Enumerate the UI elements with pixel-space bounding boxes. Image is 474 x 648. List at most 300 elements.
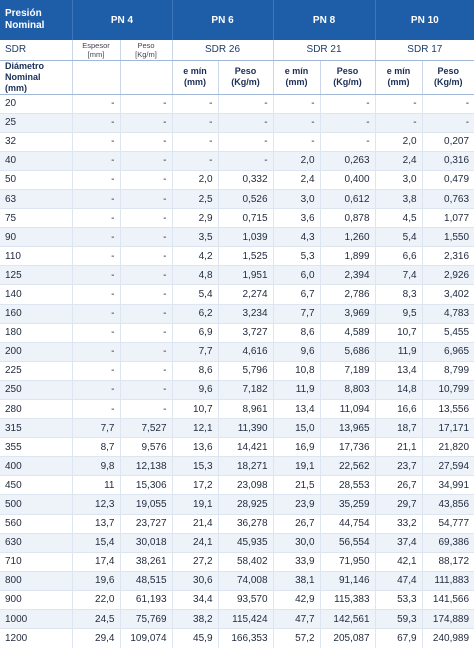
value-cell: 71,950 [320,552,375,571]
value-cell: - [422,94,474,113]
value-cell: 12,138 [120,457,172,476]
value-cell: 91,146 [320,571,375,590]
value-cell: 74,008 [218,571,273,590]
value-cell: - [120,170,172,189]
value-cell: 240,989 [422,629,474,648]
value-cell: - [72,266,120,285]
value-cell: 11 [72,476,120,495]
value-cell: 174,889 [422,610,474,629]
value-cell: 8,803 [320,380,375,399]
emin-header: e mín (mm) [273,60,320,94]
value-cell: 69,386 [422,533,474,552]
value-cell: - [120,361,172,380]
value-cell: 7,7 [72,419,120,438]
diameter-cell: 140 [0,285,72,304]
value-cell: 4,616 [218,342,273,361]
diameter-cell: 400 [0,457,72,476]
diameter-cell: 90 [0,228,72,247]
value-cell: 1,077 [422,209,474,228]
diameter-cell: 125 [0,266,72,285]
value-cell: 10,799 [422,380,474,399]
value-cell: 14,8 [375,380,422,399]
value-cell: 4,8 [172,266,218,285]
value-cell: 0,332 [218,170,273,189]
table-row [0,629,474,648]
value-cell: 44,754 [320,514,375,533]
value-cell: 58,402 [218,552,273,571]
value-cell: 11,9 [273,380,320,399]
value-cell: - [72,323,120,342]
value-cell: 0,763 [422,189,474,208]
table-row [0,94,474,113]
value-cell: 4,3 [273,228,320,247]
value-cell: 3,969 [320,304,375,323]
value-cell: 166,353 [218,629,273,648]
value-cell: 21,1 [375,438,422,457]
value-cell: 38,1 [273,571,320,590]
value-cell: 30,0 [273,533,320,552]
value-cell: 28,553 [320,476,375,495]
diameter-cell: 40 [0,151,72,170]
value-cell: - [172,151,218,170]
diameter-cell: 75 [0,209,72,228]
value-cell: 4,589 [320,323,375,342]
value-cell: 9,8 [72,457,120,476]
value-cell: 15,0 [273,419,320,438]
value-cell: - [218,94,273,113]
table-row [0,285,474,304]
table-row [0,247,474,266]
table-row [0,209,474,228]
diameter-cell: 225 [0,361,72,380]
value-cell: 19,055 [120,495,172,514]
value-cell: 7,7 [273,304,320,323]
value-cell: 15,3 [172,457,218,476]
value-cell: - [120,151,172,170]
value-cell: 16,9 [273,438,320,457]
diameter-cell: 500 [0,495,72,514]
pn4-header: PN 4 [72,0,172,40]
table-row [0,151,474,170]
value-cell: 2,9 [172,209,218,228]
value-cell: 3,402 [422,285,474,304]
value-cell: 0,263 [320,151,375,170]
value-cell: 29,4 [72,629,120,648]
value-cell: 3,8 [375,189,422,208]
pressure-header-row [0,0,474,40]
value-cell: - [72,304,120,323]
value-cell: 8,6 [172,361,218,380]
value-cell: 23,098 [218,476,273,495]
value-cell: 5,455 [422,323,474,342]
value-cell: - [320,94,375,113]
value-cell: 57,2 [273,629,320,648]
sdr-label: SDR [0,40,72,60]
value-cell: 93,570 [218,590,273,609]
value-cell: - [120,209,172,228]
value-cell: 24,1 [172,533,218,552]
emin-header: e mín (mm) [172,60,218,94]
value-cell: 2,926 [422,266,474,285]
value-cell: 13,6 [172,438,218,457]
value-cell: 5,796 [218,361,273,380]
diameter-cell: 200 [0,342,72,361]
value-cell: 3,5 [172,228,218,247]
value-cell: - [72,400,120,419]
value-cell: 7,182 [218,380,273,399]
value-cell: - [120,189,172,208]
value-cell: - [120,400,172,419]
table-row [0,476,474,495]
value-cell: 9,5 [375,304,422,323]
table-row [0,533,474,552]
value-cell: - [172,94,218,113]
value-cell: 1,899 [320,247,375,266]
value-cell: 45,9 [172,629,218,648]
value-cell: 22,562 [320,457,375,476]
value-cell: 59,3 [375,610,422,629]
value-cell: 2,0 [375,132,422,151]
value-cell: 17,736 [320,438,375,457]
diameter-cell: 110 [0,247,72,266]
value-cell: 15,4 [72,533,120,552]
diameter-cell: 50 [0,170,72,189]
value-cell: 13,556 [422,400,474,419]
table-row [0,189,474,208]
value-cell: 2,316 [422,247,474,266]
value-cell: 11,9 [375,342,422,361]
value-cell: 7,189 [320,361,375,380]
table-row [0,400,474,419]
value-cell: 6,0 [273,266,320,285]
value-cell: 30,6 [172,571,218,590]
table-row [0,552,474,571]
value-cell: 12,1 [172,419,218,438]
value-cell: 45,935 [218,533,273,552]
value-cell: 61,193 [120,590,172,609]
value-cell: 35,259 [320,495,375,514]
value-cell: - [172,132,218,151]
value-cell: 21,5 [273,476,320,495]
value-cell: - [120,228,172,247]
value-cell: 0,612 [320,189,375,208]
value-cell: 0,207 [422,132,474,151]
value-cell: 11,094 [320,400,375,419]
table-row [0,170,474,189]
diameter-cell: 355 [0,438,72,457]
value-cell: 0,479 [422,170,474,189]
value-cell: 0,715 [218,209,273,228]
value-cell: 9,6 [172,380,218,399]
value-cell: - [72,151,120,170]
value-cell: 26,7 [375,476,422,495]
value-cell: 18,7 [375,419,422,438]
value-cell: 6,7 [273,285,320,304]
value-cell: 15,306 [120,476,172,495]
table-row [0,610,474,629]
value-cell: - [375,113,422,132]
value-cell: 34,991 [422,476,474,495]
value-cell: 2,0 [273,151,320,170]
table-row [0,132,474,151]
peso-header: Peso (Kg/m) [422,60,474,94]
value-cell: - [120,113,172,132]
value-cell: 0,878 [320,209,375,228]
value-cell: 8,3 [375,285,422,304]
table-row [0,228,474,247]
value-cell: 33,2 [375,514,422,533]
table-row [0,304,474,323]
peso-header: Peso (Kg/m) [218,60,273,94]
value-cell: 17,2 [172,476,218,495]
value-cell: 21,4 [172,514,218,533]
value-cell: - [120,323,172,342]
value-cell: 115,424 [218,610,273,629]
value-cell: 30,018 [120,533,172,552]
value-cell: 8,961 [218,400,273,419]
value-cell: - [120,285,172,304]
value-cell: 3,0 [375,170,422,189]
value-cell: 13,965 [320,419,375,438]
table-row [0,495,474,514]
value-cell: - [120,380,172,399]
value-cell: 2,394 [320,266,375,285]
value-cell: 27,2 [172,552,218,571]
pn4-blank-header [120,60,172,94]
value-cell: 9,576 [120,438,172,457]
pn4-blank-header [72,60,120,94]
value-cell: 13,4 [273,400,320,419]
value-cell: - [320,113,375,132]
table-row [0,457,474,476]
column-header-row [0,60,474,94]
sdr-row [0,40,474,60]
diameter-cell: 450 [0,476,72,495]
value-cell: 2,0 [172,170,218,189]
value-cell: 1,260 [320,228,375,247]
diameter-cell: 710 [0,552,72,571]
espesor-label: Espesor [mm] [72,40,120,60]
value-cell: - [72,380,120,399]
value-cell: - [172,113,218,132]
value-cell: - [72,94,120,113]
value-cell: 109,074 [120,629,172,648]
value-cell: - [218,151,273,170]
diameter-cell: 32 [0,132,72,151]
value-cell: 24,5 [72,610,120,629]
table-body [0,94,474,648]
value-cell: - [422,113,474,132]
value-cell: 2,5 [172,189,218,208]
value-cell: - [218,132,273,151]
value-cell: 1,525 [218,247,273,266]
value-cell: 53,3 [375,590,422,609]
table-row [0,266,474,285]
value-cell: 54,777 [422,514,474,533]
value-cell: - [72,285,120,304]
value-cell: 0,316 [422,151,474,170]
value-cell: 47,7 [273,610,320,629]
value-cell: 7,4 [375,266,422,285]
value-cell: 17,4 [72,552,120,571]
value-cell: 14,421 [218,438,273,457]
diameter-cell: 800 [0,571,72,590]
value-cell: 67,9 [375,629,422,648]
peso-label: Peso [Kg/m] [120,40,172,60]
value-cell: - [120,94,172,113]
emin-header: e mín (mm) [375,60,422,94]
diameter-cell: 1200 [0,629,72,648]
value-cell: 37,4 [375,533,422,552]
value-cell: 1,550 [422,228,474,247]
value-cell: - [218,113,273,132]
value-cell: 42,1 [375,552,422,571]
pn10-header: PN 10 [375,0,474,40]
value-cell: 4,783 [422,304,474,323]
value-cell: 0,400 [320,170,375,189]
value-cell: 19,1 [273,457,320,476]
value-cell: 23,727 [120,514,172,533]
value-cell: 2,274 [218,285,273,304]
value-cell: 6,6 [375,247,422,266]
value-cell: 19,6 [72,571,120,590]
value-cell: 2,4 [375,151,422,170]
value-cell: 34,4 [172,590,218,609]
value-cell: 29,7 [375,495,422,514]
value-cell: 5,4 [172,285,218,304]
value-cell: 5,686 [320,342,375,361]
diameter-cell: 160 [0,304,72,323]
peso-header: Peso (Kg/m) [320,60,375,94]
value-cell: 38,2 [172,610,218,629]
value-cell: - [72,189,120,208]
table-row [0,342,474,361]
diameter-cell: 560 [0,514,72,533]
value-cell: 3,727 [218,323,273,342]
value-cell: - [72,113,120,132]
value-cell: 10,8 [273,361,320,380]
value-cell: 141,566 [422,590,474,609]
diameter-cell: 25 [0,113,72,132]
value-cell: - [72,132,120,151]
value-cell: 0,526 [218,189,273,208]
value-cell: - [72,342,120,361]
table-row [0,361,474,380]
pn6-header: PN 6 [172,0,273,40]
value-cell: - [273,94,320,113]
value-cell: 23,9 [273,495,320,514]
value-cell: 6,965 [422,342,474,361]
diameter-cell: 630 [0,533,72,552]
presion-nominal-label: Presión Nominal [0,0,72,40]
value-cell: 36,278 [218,514,273,533]
diametro-nominal-header: Diámetro Nominal (mm) [0,60,72,94]
value-cell: 13,7 [72,514,120,533]
diameter-cell: 20 [0,94,72,113]
value-cell: 33,9 [273,552,320,571]
value-cell: 10,7 [172,400,218,419]
value-cell: - [375,94,422,113]
value-cell: 4,5 [375,209,422,228]
diameter-cell: 280 [0,400,72,419]
table-row [0,380,474,399]
value-cell: 3,6 [273,209,320,228]
value-cell: 111,883 [422,571,474,590]
value-cell: 26,7 [273,514,320,533]
value-cell: - [72,361,120,380]
value-cell: - [72,209,120,228]
diameter-cell: 250 [0,380,72,399]
value-cell: - [273,132,320,151]
value-cell: 18,271 [218,457,273,476]
value-cell: - [320,132,375,151]
value-cell: 21,820 [422,438,474,457]
value-cell: 5,4 [375,228,422,247]
sdr26-label: SDR 26 [172,40,273,60]
value-cell: 28,925 [218,495,273,514]
value-cell: 8,799 [422,361,474,380]
value-cell: - [120,132,172,151]
sdr21-label: SDR 21 [273,40,375,60]
value-cell: 75,769 [120,610,172,629]
value-cell: - [120,266,172,285]
value-cell: - [120,304,172,323]
table-row [0,571,474,590]
value-cell: 19,1 [172,495,218,514]
value-cell: 115,383 [320,590,375,609]
diameter-cell: 900 [0,590,72,609]
value-cell: - [120,342,172,361]
value-cell: 17,171 [422,419,474,438]
value-cell: 9,6 [273,342,320,361]
value-cell: 23,7 [375,457,422,476]
diameter-cell: 1000 [0,610,72,629]
value-cell: 56,554 [320,533,375,552]
value-cell: 8,7 [72,438,120,457]
value-cell: - [120,247,172,266]
value-cell: 8,6 [273,323,320,342]
value-cell: 13,4 [375,361,422,380]
value-cell: 16,6 [375,400,422,419]
value-cell: - [72,228,120,247]
value-cell: 7,527 [120,419,172,438]
value-cell: 4,2 [172,247,218,266]
table-row [0,323,474,342]
value-cell: - [273,113,320,132]
diameter-cell: 315 [0,419,72,438]
value-cell: 47,4 [375,571,422,590]
table-row [0,438,474,457]
sdr17-label: SDR 17 [375,40,474,60]
diameter-cell: 180 [0,323,72,342]
value-cell: 6,9 [172,323,218,342]
value-cell: 3,0 [273,189,320,208]
value-cell: - [72,247,120,266]
value-cell: 11,390 [218,419,273,438]
value-cell: 5,3 [273,247,320,266]
value-cell: 1,039 [218,228,273,247]
value-cell: 38,261 [120,552,172,571]
table-row [0,590,474,609]
value-cell: 48,515 [120,571,172,590]
value-cell: 6,2 [172,304,218,323]
value-cell: 2,4 [273,170,320,189]
value-cell: 10,7 [375,323,422,342]
pn8-header: PN 8 [273,0,375,40]
value-cell: 7,7 [172,342,218,361]
table-row [0,514,474,533]
diameter-cell: 63 [0,189,72,208]
